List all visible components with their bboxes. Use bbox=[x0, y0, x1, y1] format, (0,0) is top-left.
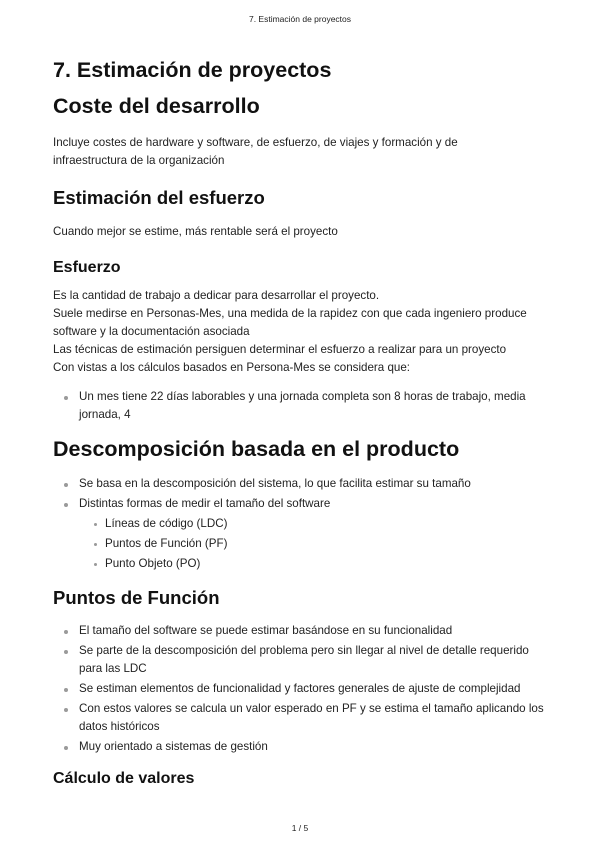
list-item-text: Un mes tiene 22 días laborables y una jornada completa son 8 horas de trabajo, media jornada, 4 bbox=[79, 389, 526, 421]
list-item-text: Muy orientado a sistemas de gestión bbox=[79, 739, 268, 753]
bullet-icon bbox=[64, 630, 68, 634]
bullet-icon bbox=[64, 396, 68, 400]
bullet-icon bbox=[64, 688, 68, 692]
list-item bbox=[53, 515, 553, 533]
paragraph-esfuerzo-2: Suele medirse en Personas-Mes, una medida de la rapidez con que cada ingeniero produce software y la documentación asociada bbox=[53, 306, 527, 338]
paragraph-esfuerzo-1: Es la cantidad de trabajo a dedicar para desarrollar el proyecto. bbox=[53, 288, 380, 302]
paragraph-esfuerzo-4: Con vistas a los cálculos basados en Persona-Mes se considera que: bbox=[53, 360, 411, 374]
bullet-icon bbox=[64, 503, 68, 507]
paragraph-estimacion: Cuando mejor se estime, más rentable será el proyecto bbox=[53, 224, 338, 238]
heading-esfuerzo: Esfuerzo bbox=[53, 258, 121, 276]
list-item-text: Con estos valores se calcula un valor esperado en PF y se estima el tamaño aplicando los datos históricos bbox=[79, 701, 544, 733]
list-item bbox=[53, 388, 553, 424]
list-item bbox=[53, 535, 553, 553]
list-item-text: Se estiman elementos de funcionalidad y factores generales de ajuste de complejidad bbox=[79, 681, 521, 695]
list-item bbox=[53, 680, 553, 698]
list-item-text: Punto Objeto (PO) bbox=[105, 556, 201, 570]
running-header: 7. Estimación de proyectos bbox=[248, 14, 352, 24]
list-descomposicion bbox=[53, 475, 553, 513]
sublist-medidas bbox=[53, 515, 553, 573]
heading-coste-desarrollo: Coste del desarrollo bbox=[53, 93, 260, 118]
list-item bbox=[53, 642, 553, 678]
list-item-text: Líneas de código (LDC) bbox=[105, 516, 228, 530]
bullet-icon bbox=[64, 483, 68, 487]
bullet-icon bbox=[64, 708, 68, 712]
heading-puntos-funcion: Puntos de Función bbox=[53, 586, 220, 608]
page-number: 1 / 5 bbox=[291, 823, 309, 833]
paragraph-esfuerzo-3: Las técnicas de estimación persiguen determinar el esfuerzo a realizar para un proyecto bbox=[53, 342, 507, 356]
list-item bbox=[53, 555, 553, 573]
list-item-text: Se basa en la descomposición del sistema, lo que facilita estimar su tamaño bbox=[79, 476, 471, 490]
list-item-text: Distintas formas de medir el tamaño del software bbox=[79, 496, 331, 510]
paragraph-coste: Incluye costes de hardware y software, de esfuerzo, de viajes y formación y de infraestructura de la organización bbox=[53, 135, 458, 167]
bullet-icon bbox=[64, 650, 68, 654]
list-item-text: El tamaño del software se puede estimar basándose en su funcionalidad bbox=[79, 623, 453, 637]
document-body bbox=[53, 58, 553, 788]
list-esfuerzo bbox=[53, 388, 553, 424]
document-title: 7. Estimación de proyectos bbox=[53, 58, 332, 82]
list-item bbox=[53, 622, 553, 640]
list-item bbox=[53, 700, 553, 736]
bullet-icon bbox=[94, 563, 97, 566]
list-puntos-funcion bbox=[53, 622, 553, 756]
list-item-text: Se parte de la descomposición del problema pero sin llegar al nivel de detalle requerido para las LDC bbox=[79, 643, 529, 675]
heading-descomposicion: Descomposición basada en el producto bbox=[53, 436, 460, 461]
heading-calculo-valores: Cálculo de valores bbox=[53, 769, 195, 787]
list-item-text: Puntos de Función (PF) bbox=[105, 536, 228, 550]
bullet-icon bbox=[64, 746, 68, 750]
list-item bbox=[53, 475, 553, 493]
list-item bbox=[53, 738, 553, 756]
bullet-icon bbox=[94, 543, 97, 546]
bullet-icon bbox=[94, 523, 97, 526]
heading-estimacion-esfuerzo: Estimación del esfuerzo bbox=[53, 186, 265, 208]
list-item bbox=[53, 495, 553, 513]
